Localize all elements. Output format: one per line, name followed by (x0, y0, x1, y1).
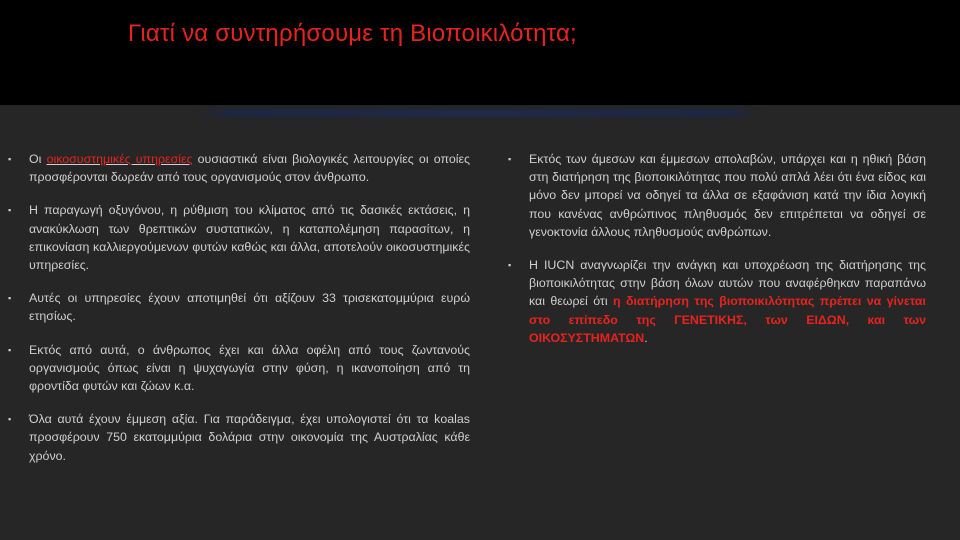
bullet-text-pre: Οι (29, 152, 47, 166)
bullet-item (508, 256, 926, 347)
bullet-item (8, 150, 470, 186)
bullet-text: Εκτός των άμεσων και έμμεσων απολαβών, υπάρχει και η ηθική βάση στη διατήρηση της βιοποικιλότητας που πολύ απλά λέει ότι ένα είδος και μόνο δεν μπορεί να οδηγεί τα άλλα σε εξαφάνιση κατά την ίδια λογική που κανένας ανθρώπινος πληθυσμός δεν επιτρέπεται να οδηγεί σε γενοκτονία άλλους πληθυσμούς ανθρώπων. (529, 152, 926, 239)
right-column (508, 150, 926, 362)
bullet-item (8, 341, 470, 396)
bullet-marker-icon: ▪ (8, 344, 12, 355)
bullet-marker-icon: ▪ (8, 293, 12, 304)
bullet-text: Όλα αυτά έχουν έμμεση αξία. Για παράδειγμα, έχει υπολογιστεί ότι τα koalas προσφέρουν 750 εκατομμύρια δολάρια στην οικονομία της Αυστραλίας κάθε χρόνο. (29, 412, 470, 463)
bullet-marker-icon: ▪ (8, 414, 12, 425)
bullet-text-post: . (644, 330, 648, 345)
bullet-text: Εκτός από αυτά, ο άνθρωπος έχει και άλλα οφέλη από τους ζωντανούς οργανισμούς όπως είναι η ψυχαγωγία στην φύση, η ικανοποίηση από τη φροντίδα φυτών και ζώων κ.α. (29, 342, 470, 394)
slide-title: Γιατί να συντηρήσουμε τη Βιοποικιλότητα; (128, 20, 577, 47)
bullet-item (8, 289, 470, 325)
bullet-item (8, 201, 470, 274)
bullet-item (8, 410, 470, 465)
bullet-item (508, 150, 926, 241)
bullet-highlight: η διατήρηση της βιοποικιλότητας πρέπει να γίνεται στο επίπεδο της ΓΕΝΕΤΙΚΗΣ, των ΕΙΔΩΝ, και των ΟΙΚΟΣΥΣΤΗΜΑΤΩΝ (529, 294, 926, 345)
bullet-marker-icon: ▪ (508, 260, 512, 271)
bullet-text-post: ουσιαστικά είναι βιολογικές λειτουργίες οι οποίες προσφέρονται δωρεάν από τους οργανισμούς στον άνθρωπο. (29, 152, 470, 185)
bullet-text: Η παραγωγή οξυγόνου, η ρύθμιση του κλίματος από τις δασικές εκτάσεις, η ανακύκλωση των θρεπτικών συστατικών, η καταπολέμηση παρασίτων, η επικονίαση καλλιεργούμενων φυτών καθώς και άλλα, αποτελούν οικοσυστημικές υπηρεσίες. (29, 203, 470, 273)
title-divider (198, 109, 760, 117)
bullet-highlight: οικοσυστημικές υπηρεσίες (46, 152, 193, 166)
left-column (8, 150, 470, 480)
bullet-text: Αυτές οι υπηρεσίες έχουν αποτιμηθεί ότι αξίζουν 33 τρισεκατομμύρια ευρώ ετησίως. (29, 291, 470, 324)
bullet-marker-icon: ▪ (8, 205, 12, 216)
bullet-marker-icon: ▪ (508, 154, 512, 164)
bullet-marker-icon: ▪ (8, 154, 12, 164)
bullet-text-pre: Η IUCN αναγνωρίζει την ανάγκη και υποχρέωση της διατήρησης της βιοποικιλότητας στην βάση όλων αυτών που αναφέρθηκαν παραπάνω και θεωρεί ότι (529, 258, 926, 309)
title-band (0, 0, 960, 105)
